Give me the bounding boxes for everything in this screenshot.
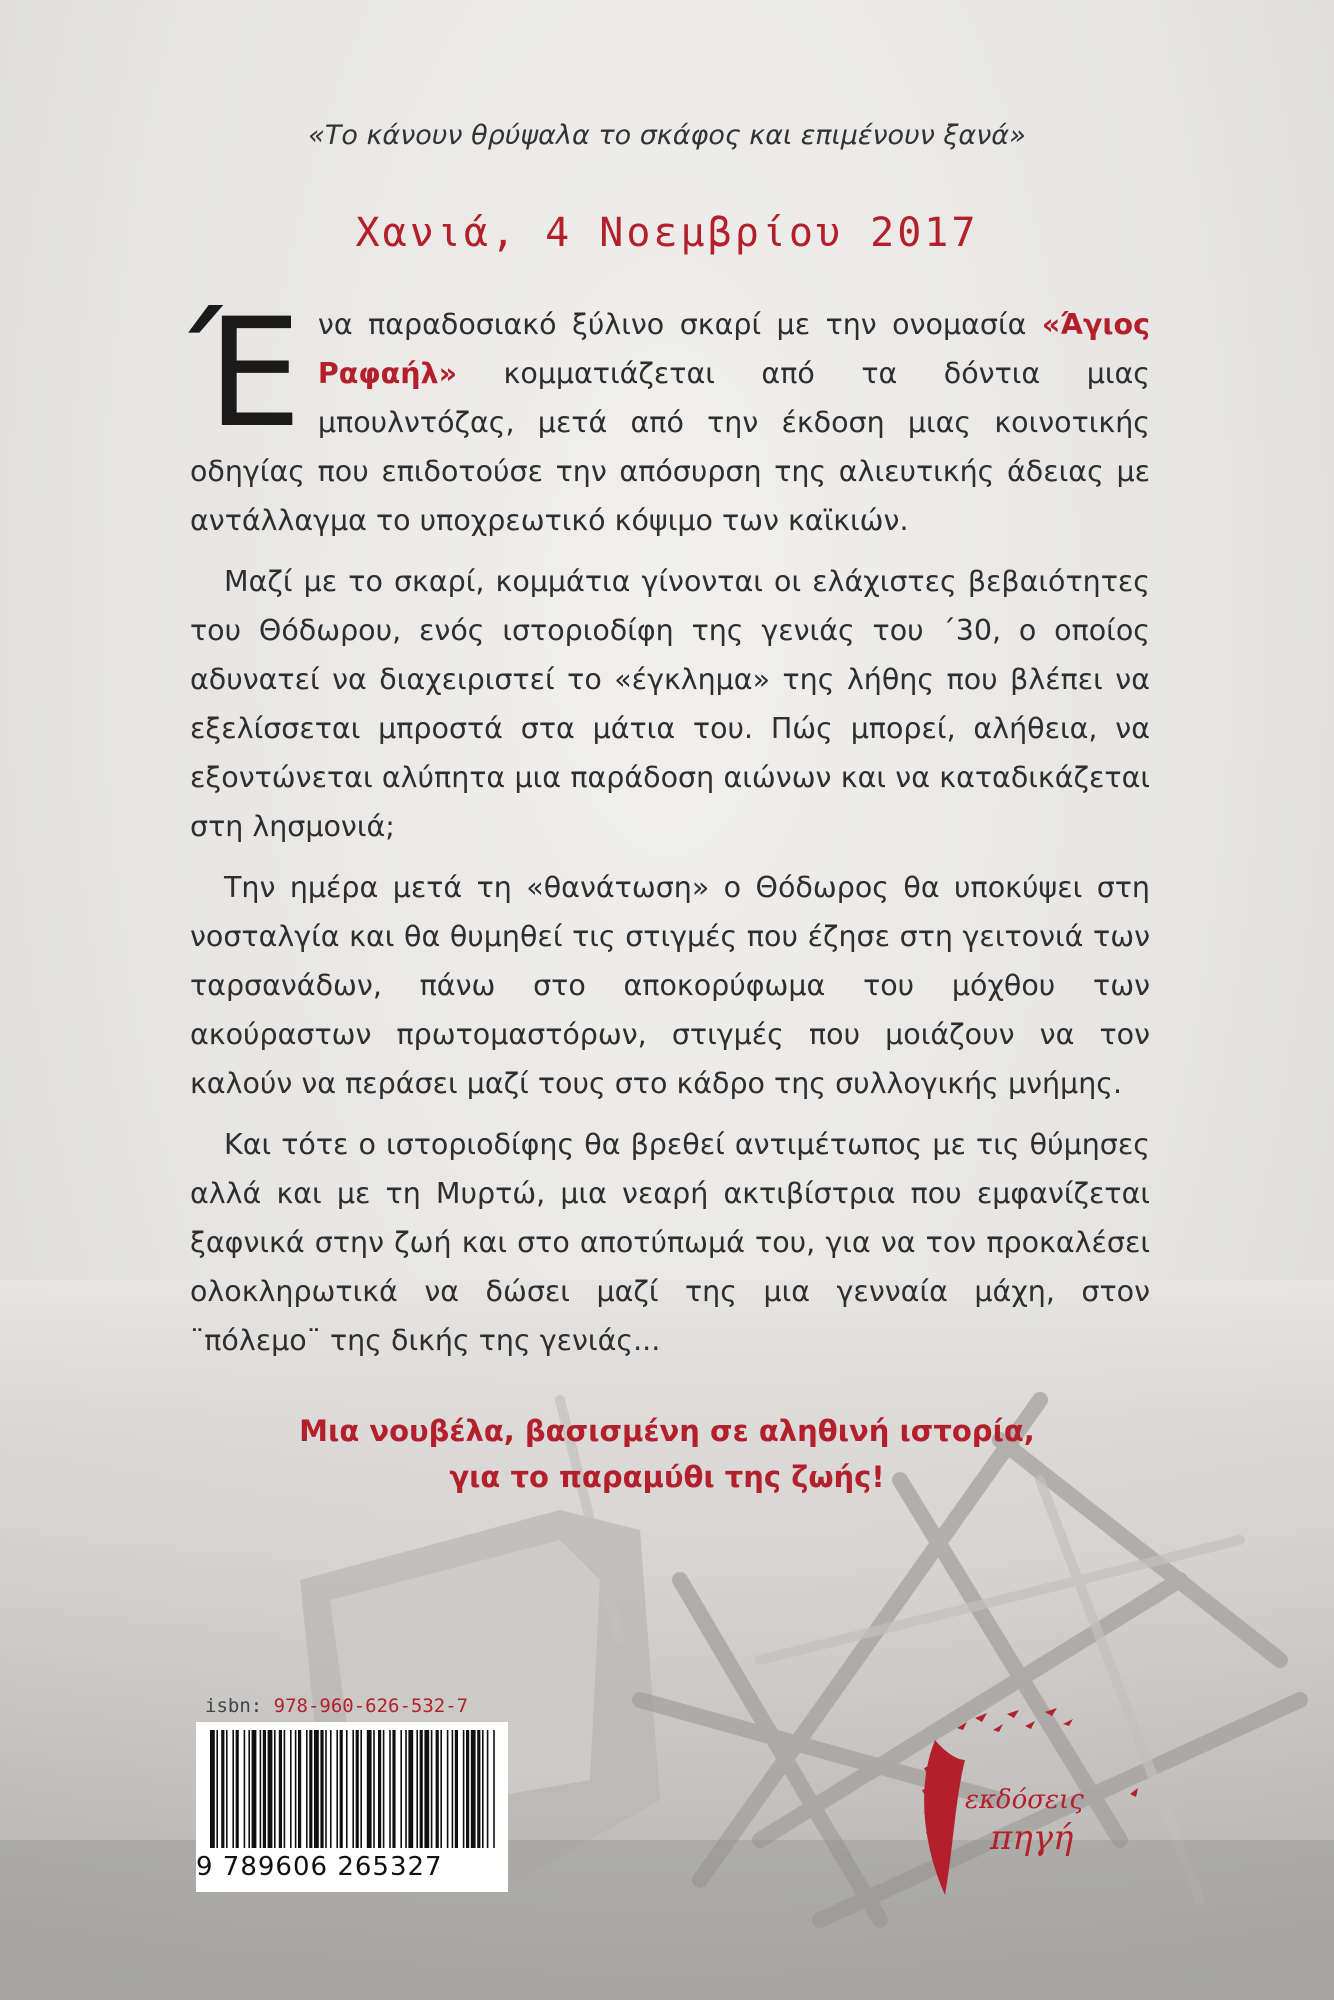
barcode-bar <box>455 1730 458 1848</box>
blurb-text <box>190 287 1150 1377</box>
barcode-bar <box>340 1730 343 1848</box>
barcode-bar <box>248 1730 250 1848</box>
barcode-bar <box>405 1730 407 1848</box>
barcode-bar <box>325 1730 327 1848</box>
barcode-bar <box>482 1730 484 1848</box>
barcode-bar <box>360 1730 362 1848</box>
barcode-bar <box>336 1730 338 1848</box>
drop-cap: Έ <box>190 287 302 461</box>
barcode-bar <box>373 1730 375 1848</box>
barcode-bar <box>309 1730 312 1848</box>
barcode-bar <box>493 1730 495 1848</box>
barcode-bar <box>290 1730 292 1848</box>
barcode-bar <box>306 1730 308 1848</box>
barcode-bar <box>284 1730 286 1848</box>
barcode-bar <box>295 1730 297 1848</box>
barcode-bar <box>447 1730 449 1848</box>
barcode-bar <box>320 1730 323 1848</box>
tagline: Μια νουβέλα, βασισμένη σε αληθινή ιστορία, για το παραμύθι της ζωής! <box>299 1414 1035 1494</box>
barcode-bar <box>416 1730 418 1848</box>
barcode-bar <box>400 1730 402 1848</box>
barcode-bar <box>471 1730 476 1848</box>
barcode-bar <box>314 1730 319 1848</box>
paragraph-3: Την ημέρα μετά τη «θανάτωση» ο Θόδωρος θα υποκύψει στη νοσταλγία και θα θυμηθεί τις στιγμές που έζησε στη γειτονιά των ταρσανάδων, πάνω στο αποκορύφωμα του μόχθου των ακούραστων πρωτομαστόρων, στιγμές που μοιάζουν να τον καλούν να περάσει μαζί τους στο κάδρο της συλλογικής μνήμης. <box>190 871 1150 1100</box>
barcode-bar <box>487 1730 489 1848</box>
barcode-bar <box>378 1730 381 1848</box>
paragraph-4: Και τότε ο ιστοριοδίφης θα βρεθεί αντιμέτωπος με τις θύμησες αλλά και με τη Μυρτώ, μια νεαρή ακτιβίστρια που εμφανίζεται ξαφνικά στην ζωή και στο αποτύπωμά του, για να τον προκαλέσει ολοκληρωτικά να δώσει μαζί της μια γενναία μάχη, στον ¨πόλεμο¨ της δικής της γενιάς... <box>190 1128 1150 1357</box>
paragraph-1: Ένα παραδοσιακό ξύλινο σκαρί με την ονομασία «Άγιος Ραφαήλ» κομματιάζεται από τα δόντια μιας μπουλντόζας, μετά από την έκδοση μιας κοινοτικής οδηγίας που επιδοτούσε την απόσυρση της αλιευτικής άδειας με αντάλλαγμα το υποχρεωτικό κόψιμο των καϊκιών. <box>190 287 1150 537</box>
publisher-line1: εκδόσεις <box>965 1785 1084 1815</box>
barcode-bar <box>279 1730 282 1848</box>
dateline: Χανιά, 4 Νοεμβρίου 2017 <box>355 210 979 256</box>
barcode-bar <box>466 1730 469 1848</box>
isbn-label: isbn: <box>205 1695 263 1717</box>
barcode-bar <box>352 1730 354 1848</box>
barcode-bar <box>356 1730 359 1848</box>
barcode-bar <box>383 1730 385 1848</box>
barcode-bar <box>274 1730 276 1848</box>
barcode-bar <box>210 1730 215 1848</box>
barcode-bar <box>424 1730 429 1848</box>
barcode-bar <box>452 1730 454 1848</box>
barcode-bar <box>298 1730 301 1848</box>
barcode-bars <box>196 1722 508 1852</box>
barcode-bar <box>268 1730 273 1848</box>
barcode-bar <box>232 1730 234 1848</box>
boat-name: «Άγιος Ραφαήλ» <box>317 308 1150 390</box>
barcode-bar <box>236 1730 239 1848</box>
barcode-bar <box>477 1730 480 1848</box>
barcode-bar <box>408 1730 413 1848</box>
publisher-line2: πηγή <box>990 1818 1074 1858</box>
paragraph-2: Μαζί με το σκαρί, κομμάτια γίνονται οι ελάχιστες βεβαιότητες του Θόδωρου, ενός ιστοριοδίφη της γενιάς του ΄30, ο οποίος αδυνατεί να διαχειριστεί το «έγκλημα» της λήθης που βλέπει να εξελίσσεται μπροστά στα μάτια του. Πώς μπορεί, αλήθεια, να εξοντώνεται αλύπητα μια παράδοση αιώνων και να καταδικάζεται στη λησμονιά; <box>190 565 1150 843</box>
barcode-bar <box>226 1730 228 1848</box>
barcode-bar <box>330 1730 332 1848</box>
barcode-bar <box>252 1730 257 1848</box>
barcode-bar <box>260 1730 262 1848</box>
barcode-bar <box>221 1730 224 1848</box>
isbn-line <box>205 1695 468 1717</box>
barcode-bar <box>263 1730 266 1848</box>
barcode-bar <box>216 1730 218 1848</box>
barcode-bar <box>389 1730 391 1848</box>
barcode-bar <box>436 1730 439 1848</box>
barcode-bar <box>346 1730 348 1848</box>
barcode-bar <box>244 1730 246 1848</box>
isbn-number: 978-960-626-532-7 <box>273 1695 469 1717</box>
barcode-bar <box>367 1730 372 1848</box>
barcode-bar <box>392 1730 395 1848</box>
barcode-digits: 9 789606 265327 <box>196 1852 443 1882</box>
barcode-bar <box>431 1730 433 1848</box>
barcode-bar <box>420 1730 423 1848</box>
barcode-bar <box>463 1730 465 1848</box>
epigraph-quote: «Το κάνουν θρύψαλα το σκάφος και επιμένουν ξανά» <box>308 120 1026 151</box>
barcode-bar <box>440 1730 442 1848</box>
